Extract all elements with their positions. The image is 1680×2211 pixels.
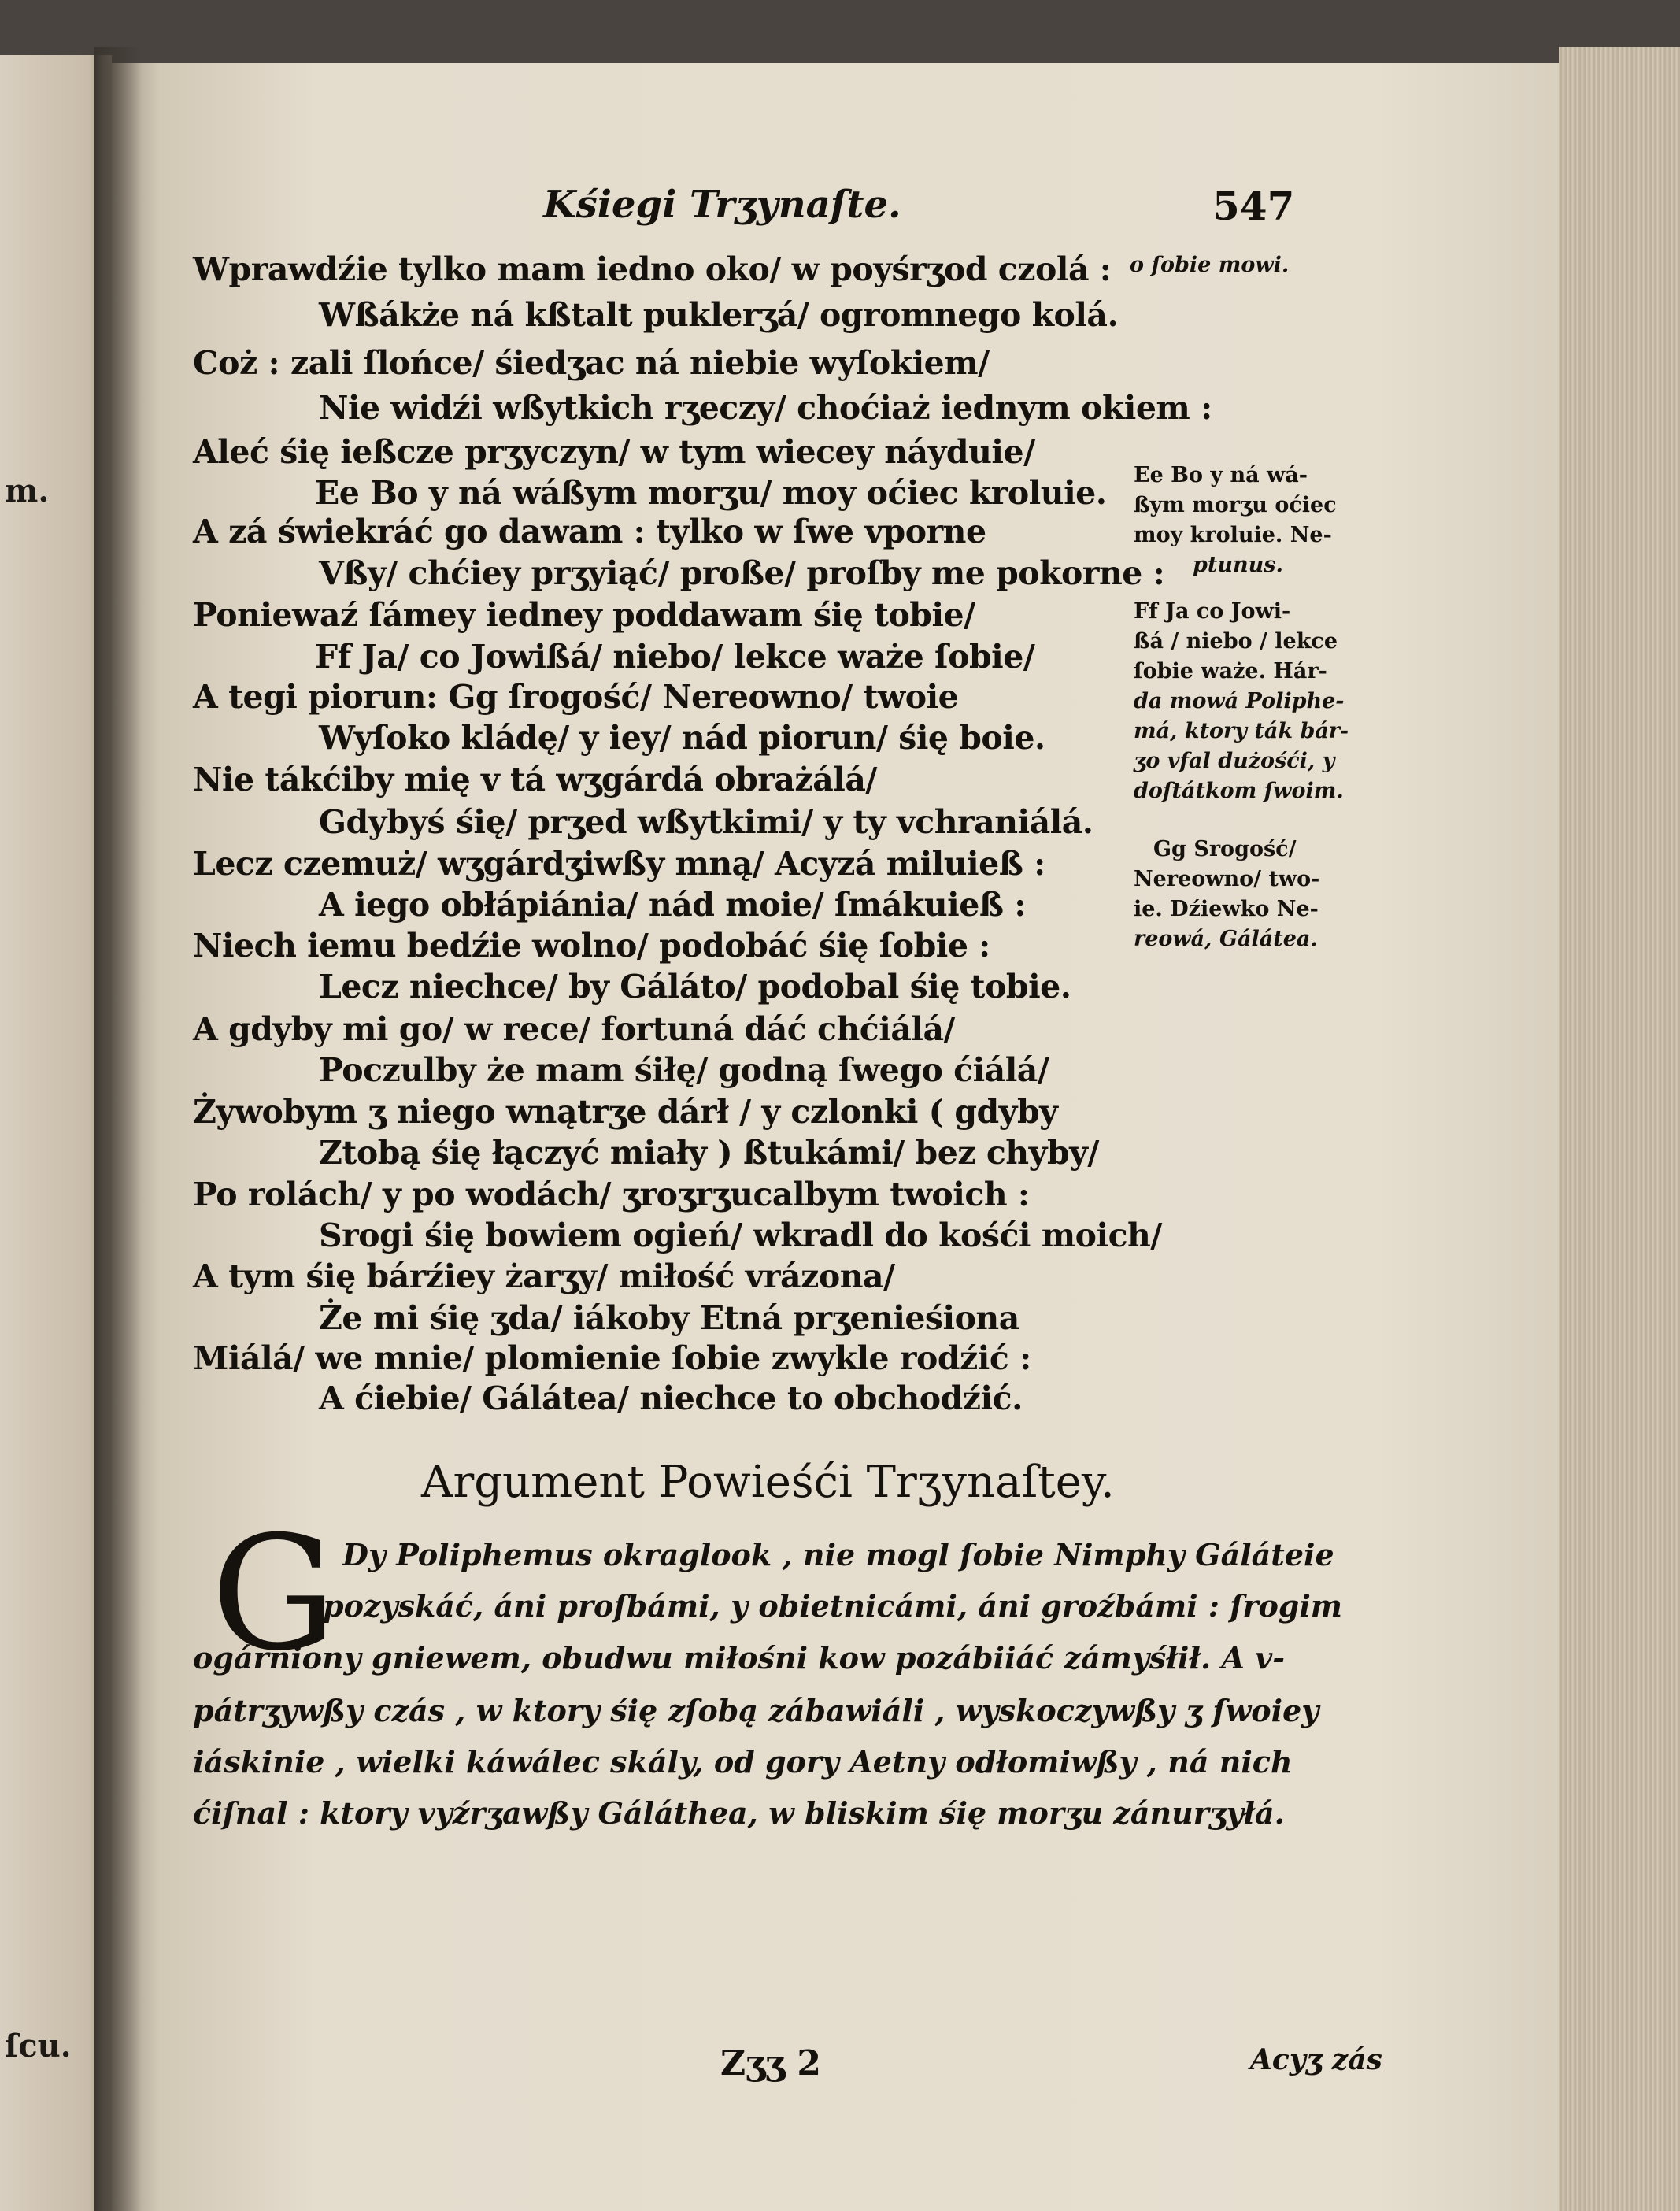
verse-line: A iego obłápiánia/ nád moie/ ſmákuieß : — [319, 886, 1026, 924]
margin-note-line: má, ktory ták bár- — [1134, 719, 1349, 743]
argument-line: Dy Poliphemus okraglook , nie mogl ſobie Nimphy Gáláteie — [342, 1537, 1334, 1572]
argument-line: ćiſnal : ktory vyźrʒawßy Gáláthea, w bliskim śię morʒu zánurʒyłá. — [193, 1795, 1285, 1831]
margin-note — [1134, 461, 1337, 580]
verse-line: Poniewaź ſámey iedney poddawam śię tobie/ — [193, 596, 975, 634]
verse-line: Że mi śię ʒda/ iákoby Etná prʒenieśiona — [319, 1299, 1019, 1337]
margin-note-line: ʒo vfal dużośći, y — [1134, 749, 1335, 773]
verse-line: Nie tákćiby mię v tá wʒgárdá obrażálá/ — [193, 761, 877, 798]
argument-line: pátrʒywßy czás , w ktory śię zſobą zábawiáli , wyskoczywßy ʒ ſwoiey — [193, 1693, 1319, 1728]
argument-line: ogárniony gniewem, obudwu miłośni kow pozábiiáć zámyśłił. A v- — [193, 1640, 1285, 1676]
verse-line: Po rolách/ y po wodách/ ʒroʒrʒucalbym twoich : — [193, 1176, 1030, 1213]
margin-note-line: ßym morʒu oćiec — [1134, 493, 1337, 517]
margin-note-line: ie. Dźiewko Ne- — [1134, 897, 1319, 921]
verse-line: A gdyby mi go/ w rece/ fortuná dáć chćiálá/ — [193, 1010, 956, 1048]
verse-line: Wyſoko kládę/ y iey/ nád piorun/ śię boie. — [319, 719, 1045, 757]
margin-note-line: o ſobie mowi. — [1130, 253, 1290, 277]
verse-line: Miálá/ we mnie/ plomienie ſobie zwykle rodźić : — [193, 1339, 1031, 1377]
margin-note-line: da mowá Poliphe- — [1134, 689, 1345, 713]
verse-line: Żywobym ʒ niego wnątrʒe dárł / y czlonki ( gdyby — [193, 1093, 1058, 1131]
margin-note-line: moy kroluie. Ne- — [1134, 523, 1332, 547]
verse-line: Ee Bo y ná wáßym morʒu/ moy oćiec kroluie. — [315, 474, 1107, 512]
verse-line: Nie widźi wßytkich rʒeczy/ choćiaż iednym okiem : — [319, 389, 1212, 427]
verse-line: Niech iemu bedźie wolno/ podobáć śię ſobie : — [193, 927, 990, 965]
drop-cap: G — [211, 1502, 337, 1686]
verse-line: Ztobą śię łączyć miały ) ßtukámi/ bez chyby/ — [319, 1134, 1099, 1172]
verse-line: Lecz niechce/ by Gáláto/ podobal śię tobie. — [319, 968, 1071, 1006]
margin-note-line: Ee Bo y ná wá- — [1134, 463, 1308, 487]
page-number: 547 — [1212, 183, 1295, 229]
verse-line: A tym śię bárźiey żarʒy/ miłość vrázona/ — [193, 1257, 895, 1295]
margin-note — [1130, 250, 1289, 280]
margin-note-line: Gg Srogość/ — [1153, 837, 1297, 861]
running-title: Kśiegi Trʒynaſte. — [543, 183, 901, 227]
verse-line: Lecz czemuż/ wʒgárdʒiwßy mną/ Acyzá miluieß : — [193, 845, 1045, 883]
margin-note-line: reowá, Gálátea. — [1134, 927, 1318, 951]
left-page-fragment: m. — [5, 472, 50, 509]
signature-mark: Zʒʒ 2 — [720, 2043, 822, 2083]
page-edges — [1559, 47, 1680, 2211]
margin-note-line: ſobie waże. Hár- — [1134, 659, 1327, 683]
verse-line: Wprawdźie tylko mam iedno oko/ w poyśrʒod czolá : — [193, 250, 1112, 288]
margin-note-line: Nereowno/ two- — [1134, 867, 1320, 891]
verse-line: Ff Ja/ co Jowißá/ niebo/ lekce waże ſobie/ — [315, 638, 1035, 676]
verse-line: Vßy/ chćiey prʒyiąć/ proße/ proſby me pokorne : — [319, 554, 1165, 592]
argument-line: pozyskáć, áni proſbámi, y obietnicámi, áni groźbámi : ſrogim — [323, 1588, 1343, 1624]
argument-heading: Argument Powieśći Trʒynaſtey. — [421, 1457, 1115, 1508]
verse-line: A ćiebie/ Gálátea/ niechce to obchodźić. — [319, 1380, 1023, 1417]
spine-shadow — [94, 47, 142, 2211]
margin-note-line: Ff Ja co Jowi- — [1134, 599, 1291, 624]
verse-line: A zá świekráć go dawam : tylko w ſwe vporne — [193, 513, 986, 550]
margin-note-line: ptunus. — [1193, 553, 1283, 577]
verse-line: A tegi piorun: Gg ſrogość/ Nereowno/ twoie — [193, 678, 959, 716]
verse-line: Wßákże ná kßtalt puklerʒá/ ogromnego kolá. — [319, 296, 1119, 334]
verse-line: Coż : zali ſlońce/ śiedʒac ná niebie wyſokiem/ — [193, 344, 990, 382]
left-page-fragment: ſcu. — [5, 2028, 72, 2065]
argument-line: iáskinie , wielki káwálec skály, od gory Aetny odłomiwßy , ná nich — [193, 1744, 1293, 1780]
verse-line: Aleć śię ießcze prʒyczyn/ w tym wiecey náyduie/ — [193, 433, 1035, 471]
catchword: Acyʒ zás — [1250, 2043, 1382, 2076]
margin-note — [1134, 835, 1319, 954]
margin-note — [1134, 597, 1349, 806]
verse-line: Srogi śię bowiem ogień/ wkradl do kośći moich/ — [319, 1217, 1162, 1254]
verse-line: Gdybyś śię/ prʒed wßytkimi/ y ty vchraniálá. — [319, 803, 1093, 841]
margin-note-line: ßá / niebo / lekce — [1134, 629, 1338, 654]
margin-note-line: doſtátkom ſwoim. — [1134, 779, 1344, 803]
verse-line: Poczulby że mam śiłę/ godną ſwego ćiálá/ — [319, 1051, 1049, 1089]
